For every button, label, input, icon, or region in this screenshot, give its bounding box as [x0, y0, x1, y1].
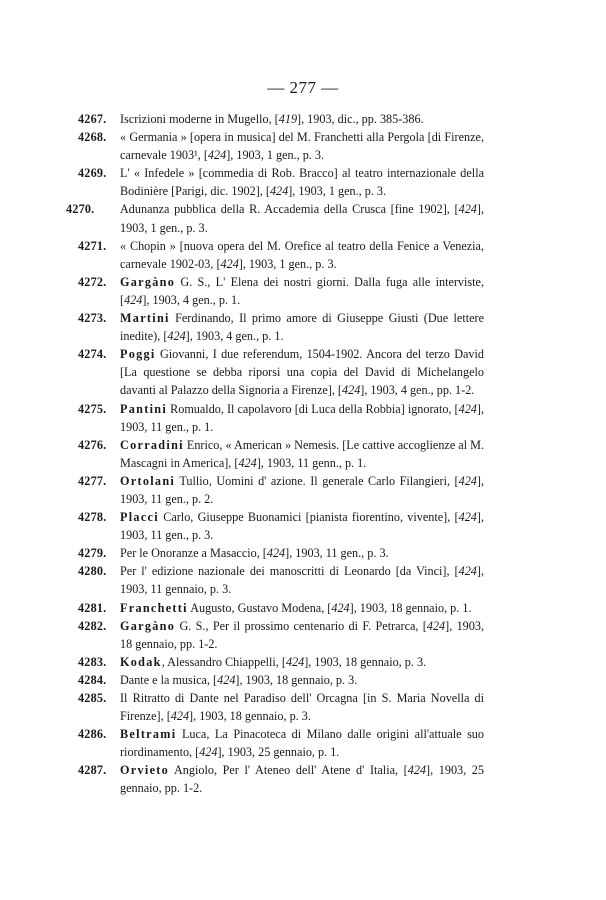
- bibliography-entry: [72, 617, 484, 653]
- bibliography-entry: [72, 599, 484, 617]
- entry-source-ref: 424: [331, 600, 350, 615]
- entry-text: ], 1903, 11 gen., p. 2.: [120, 473, 484, 506]
- page-number: — 277 —: [267, 78, 339, 97]
- entry-number: 4280.: [78, 564, 107, 579]
- entry-number: 4269.: [78, 166, 107, 181]
- entry-text: Carlo, Giuseppe Buonamici [pianista fiorentino, vivente], [: [158, 510, 459, 525]
- entry-author: Poggi: [120, 347, 156, 362]
- entry-text: ], 1903, 11 gen., p. 3.: [285, 546, 389, 561]
- entry-text: ], 1903, 11 gen., p. 1.: [120, 401, 484, 434]
- entry-text: ], 1903, 11 gennaio, p. 3.: [120, 564, 484, 597]
- entry-number: 4277.: [78, 473, 107, 488]
- entry-text: ], 1903, 25 gennaio, p. 1.: [217, 745, 340, 760]
- entry-text: ], 1903, 25 gennaio, pp. 1-2.: [120, 763, 484, 796]
- entry-author: Franchetti: [120, 600, 188, 615]
- entry-text: Iscrizioni moderne in Mugello, [: [120, 112, 279, 126]
- bibliography-list: [66, 110, 485, 798]
- entry-text: ], 1903, 1 gen., p. 3.: [288, 184, 387, 199]
- bibliography-entry: [66, 200, 484, 236]
- entry-number: 4268.: [78, 130, 107, 145]
- entry-text: ], 1903, dic., pp. 385-386.: [297, 112, 424, 126]
- entry-text: ], 1903, 18 gennaio, p. 3.: [304, 654, 427, 669]
- bibliography-entry: [72, 273, 484, 309]
- entry-source-ref: 424: [458, 564, 477, 579]
- entry-number: 4272.: [78, 274, 107, 289]
- entry-source-ref: 424: [342, 383, 361, 398]
- entry-text: « Germania » [opera in musica] del M. Franchetti alla Pergola [di Firenze, carnevale 1903¹, [: [120, 130, 484, 163]
- entry-author: Placci: [120, 510, 159, 525]
- bibliography-entry: [72, 508, 484, 544]
- bibliography-entry: [72, 436, 484, 472]
- entry-text: ], 1903, 18 gennaio, p. 1.: [349, 600, 472, 615]
- entry-text: Tullio, Uomini d' azione. Il generale Carlo Filangieri, [: [175, 473, 459, 488]
- entry-text: ], 1903, 4 gen., pp. 1-2.: [360, 383, 475, 398]
- entry-text: ], 1903, 4 gen., p. 1.: [185, 329, 284, 344]
- entry-text: Per l' edizione nazionale dei manoscritti di Leonardo [da Vinci], [: [120, 564, 459, 579]
- entry-author: Beltrami: [120, 727, 177, 742]
- bibliography-entry: [72, 544, 484, 562]
- bibliography-entry: [72, 309, 484, 345]
- entry-number: 4287.: [78, 763, 107, 778]
- entry-source-ref: 424: [167, 329, 186, 344]
- entry-source-ref: 424: [269, 184, 289, 199]
- entry-author: Corradini: [120, 437, 184, 452]
- entry-source-ref: 424: [266, 546, 286, 561]
- bibliography-entry: [72, 128, 484, 164]
- entry-source-ref: 424: [170, 709, 190, 724]
- entry-number: 4276.: [78, 437, 107, 452]
- entry-text: Luca, La Pinacoteca di Milano dalle origini all'attuale suo riordinamento, [: [120, 727, 484, 760]
- bibliography-entry: [72, 164, 484, 200]
- entry-text: Enrico, « American » Nemesis. [Le cattive accoglienze al M. Mascagni in America], [: [120, 437, 485, 470]
- entry-text: Ferdinando, Il primo amore di Giuseppe Giusti (Due lettere inedite), [: [120, 311, 484, 344]
- entry-source-ref: 424: [458, 510, 477, 525]
- entry-number: 4284.: [78, 672, 107, 687]
- entry-number: 4278.: [78, 510, 107, 525]
- entry-number: 4279.: [78, 546, 107, 561]
- entry-text: Romualdo, Il capolavoro [di Luca della Robbia] ignorato, [: [167, 401, 459, 416]
- entry-author: Ortolani: [120, 473, 176, 488]
- entry-source-ref: 424: [199, 745, 218, 760]
- entry-text: Il Ritratto di Dante nel Paradiso dell' Orcagna [in S. Maria Novella di Firenze], [: [120, 691, 484, 724]
- entry-source-ref: 424: [407, 763, 427, 778]
- entry-text: ], 1903, 11 genn., p. 1.: [256, 455, 367, 470]
- entry-text: , Alessandro Chiappelli, [: [161, 654, 286, 669]
- entry-text: Giovanni, I due referendum, 1504-1902. Ancora del terzo David [La questione se debba riporsi una copia del David di Michelangelo davanti al Palazzo della Signoria a Firenze], [: [120, 347, 484, 398]
- entry-text: ], 1903, 18 gennaio, p. 3.: [189, 709, 311, 724]
- entry-number: 4271.: [78, 238, 107, 253]
- entry-source-ref: 424: [426, 618, 446, 633]
- entry-text: Adunanza pubblica della R. Accademia della Crusca [fine 1902], [: [120, 202, 459, 217]
- entry-source-ref: 424: [458, 401, 477, 416]
- bibliography-entry: [72, 761, 484, 797]
- bibliography-entry: [72, 653, 484, 671]
- entry-number: 4275.: [78, 401, 107, 416]
- entry-text: ], 1903, 18 gennaio, p. 3.: [235, 672, 358, 687]
- entry-text: Augusto, Gustavo Modena, [: [187, 600, 332, 615]
- entry-source-ref: 424: [217, 672, 236, 687]
- entry-text: ], 1903, 1 gen., p. 3.: [120, 202, 484, 235]
- entry-text: « Chopin » [nuova opera del M. Orefice al teatro della Fenice a Venezia, carnevale 1902-03, [: [120, 238, 484, 271]
- entry-source-ref: 419: [278, 112, 298, 126]
- entry-text: ], 1903, 11 gen., p. 3.: [120, 510, 484, 543]
- entry-text: G. S., L' Elena dei nostri giorni. Dalla fuga alle interviste, [: [120, 274, 484, 307]
- bibliography-entry: [72, 400, 484, 436]
- entry-text: ], 1903, 4 gen., p. 1.: [142, 292, 241, 307]
- bibliography-entry: [72, 472, 484, 508]
- entry-author: Gargàno: [120, 618, 176, 633]
- entry-source-ref: 424: [285, 654, 305, 669]
- bibliography-entry: [72, 725, 484, 761]
- entry-number: 4270.: [66, 202, 95, 217]
- entry-text: ], 1903, 1 gen., p. 3.: [226, 148, 325, 163]
- entry-text: L' « Infedele » [commedia di Rob. Bracco] al teatro internazionale della Bodinière [Parigi, dic. 1902], [: [120, 166, 484, 199]
- entry-source-ref: 424: [238, 455, 257, 470]
- entry-text: Angiolo, Per l' Ateneo dell' Atene d' Italia, [: [169, 763, 408, 778]
- entry-number: 4273.: [78, 311, 107, 326]
- entry-author: Gargàno: [120, 274, 176, 289]
- entry-number: 4285.: [78, 691, 107, 705]
- bibliography-entry: [72, 689, 484, 725]
- entry-source-ref: 424: [458, 473, 477, 488]
- entry-number: 4267.: [78, 112, 107, 126]
- entry-text: ], 1903, 1 gen., p. 3.: [238, 256, 337, 271]
- bibliography-entry: [72, 562, 484, 598]
- bibliography-entry: [72, 110, 484, 128]
- entry-source-ref: 424: [207, 148, 227, 163]
- entry-text: ], 1903, 18 gennaio, pp. 1-2.: [120, 618, 484, 651]
- entry-source-ref: 424: [124, 292, 143, 307]
- entry-author: Martini: [120, 311, 170, 326]
- bibliography-entry: [72, 671, 484, 689]
- entry-number: 4281.: [78, 600, 107, 615]
- bibliography-entry: [72, 345, 484, 399]
- entry-source-ref: 424: [458, 202, 477, 217]
- entry-text: Per le Onoranze a Masaccio, [: [120, 546, 267, 561]
- entry-text: G. S., Per il prossimo centenario di F. Petrarca, [: [175, 618, 427, 633]
- entry-number: 4283.: [78, 654, 107, 669]
- entry-source-ref: 424: [220, 256, 239, 271]
- entry-author: Kodak: [120, 654, 162, 669]
- entry-number: 4282.: [78, 618, 107, 633]
- entry-number: 4274.: [78, 347, 107, 362]
- bibliography-entry: [72, 237, 484, 273]
- entry-number: 4286.: [78, 727, 107, 742]
- entry-author: Pantini: [120, 401, 168, 416]
- entry-text: Dante e la musica, [: [120, 672, 218, 687]
- entry-author: Orvieto: [120, 763, 170, 778]
